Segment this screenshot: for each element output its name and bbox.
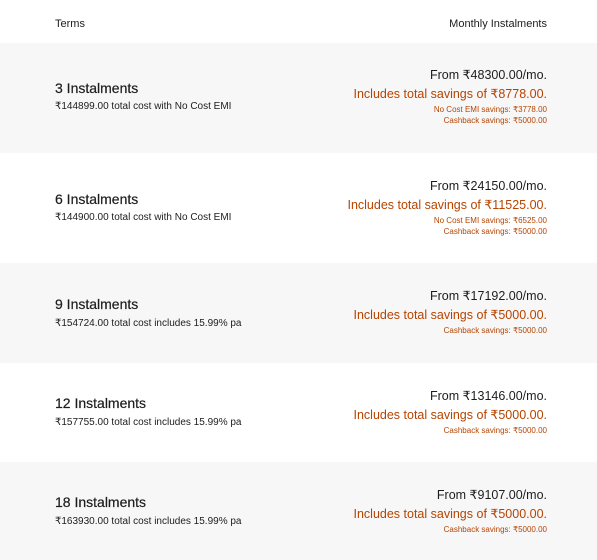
plan-total-cost: ₹154724.00 total cost includes 15.99% pa bbox=[55, 318, 242, 329]
plan-total-savings: Includes total savings of ₹5000.00. bbox=[353, 308, 547, 322]
plan-total-cost: ₹163930.00 total cost includes 15.99% pa bbox=[55, 516, 242, 527]
plan-total-cost: ₹144900.00 total cost with No Cost EMI bbox=[55, 212, 232, 223]
plan-total-savings: Includes total savings of ₹8778.00. bbox=[353, 87, 547, 101]
plan-pricing bbox=[354, 67, 548, 126]
plan-term: 9 Instalments bbox=[55, 296, 139, 312]
plan-monthly-price: From ₹13146.00/mo. bbox=[429, 389, 547, 403]
plan-pricing bbox=[354, 388, 548, 436]
plan-cashback-savings: Cashback savings: ₹5000.00 bbox=[443, 116, 547, 125]
plan-pricing bbox=[354, 288, 548, 336]
instalment-plan-6[interactable] bbox=[0, 153, 597, 263]
instalment-plan-12[interactable] bbox=[0, 363, 597, 462]
plan-cashback-savings: Cashback savings: ₹5000.00 bbox=[443, 426, 547, 435]
plan-monthly-price: From ₹17192.00/mo. bbox=[429, 289, 547, 303]
plan-cashback-savings: Cashback savings: ₹5000.00 bbox=[443, 227, 547, 236]
instalment-plan-3[interactable] bbox=[0, 43, 597, 153]
plan-cashback-savings: Cashback savings: ₹5000.00 bbox=[443, 326, 547, 335]
plan-cashback-savings: Cashback savings: ₹5000.00 bbox=[443, 525, 547, 534]
plan-monthly-price: From ₹9107.00/mo. bbox=[436, 488, 547, 502]
plan-total-savings: Includes total savings of ₹5000.00. bbox=[353, 507, 547, 521]
plan-total-savings: Includes total savings of ₹11525.00. bbox=[347, 198, 547, 212]
plan-monthly-price: From ₹48300.00/mo. bbox=[429, 68, 547, 82]
plan-total-cost: ₹144899.00 total cost with No Cost EMI bbox=[55, 101, 232, 112]
plan-no-cost-emi-savings: No Cost EMI savings: ₹6525.00 bbox=[433, 216, 547, 225]
plan-pricing bbox=[354, 487, 548, 535]
terms-column-header: Terms bbox=[55, 18, 85, 30]
plan-term: 12 Instalments bbox=[55, 395, 147, 411]
plan-term: 18 Instalments bbox=[55, 494, 147, 510]
plan-term: 6 Instalments bbox=[55, 191, 139, 207]
plan-pricing bbox=[347, 178, 547, 237]
plan-no-cost-emi-savings: No Cost EMI savings: ₹3778.00 bbox=[433, 105, 547, 114]
table-header bbox=[0, 0, 597, 43]
monthly-instalments-column-header: Monthly Instalments bbox=[449, 18, 547, 30]
instalment-plan-9[interactable] bbox=[0, 263, 597, 363]
plan-monthly-price: From ₹24150.00/mo. bbox=[429, 179, 547, 193]
instalment-plan-18[interactable] bbox=[0, 462, 597, 560]
plan-term: 3 Instalments bbox=[55, 80, 139, 96]
plan-total-savings: Includes total savings of ₹5000.00. bbox=[353, 408, 547, 422]
plan-total-cost: ₹157755.00 total cost includes 15.99% pa bbox=[55, 417, 242, 428]
